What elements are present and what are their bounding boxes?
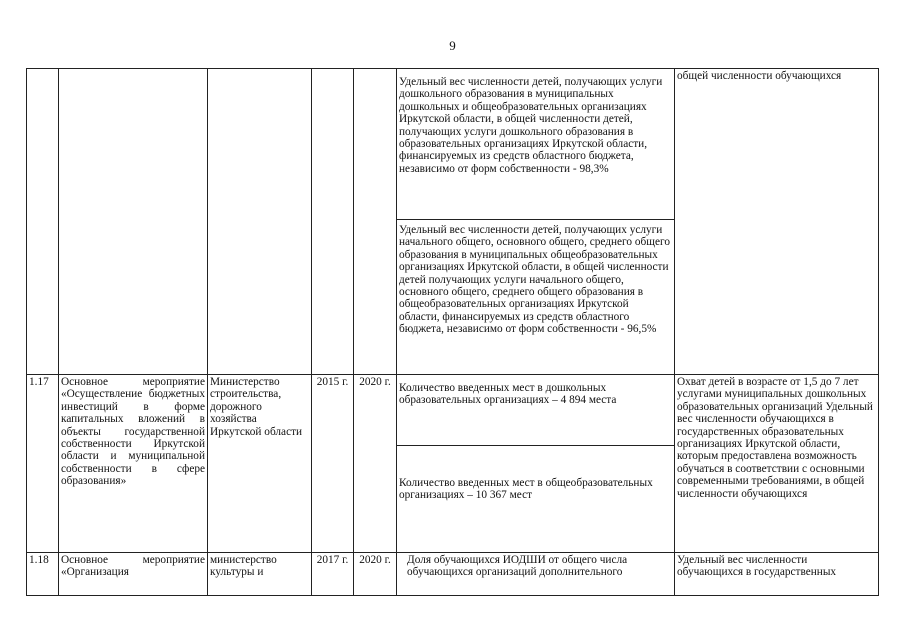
cell-end-year: 2020 г. bbox=[354, 375, 397, 553]
cell-executor-empty bbox=[208, 69, 312, 375]
cell-start-empty bbox=[312, 69, 354, 375]
cell-target: Охват детей в возрасте от 1,5 до 7 лет услугами муниципальных дошкольных образовательных организаций Удельный вес численности обучающихся в государственных образовательных организациях Иркутской области, которым предоставлена возможность обучаться в соответствии с основными современными требованиями, в общей численности обучающихся bbox=[675, 375, 879, 553]
cell-executor: министерство культуры и bbox=[208, 553, 312, 596]
program-table bbox=[26, 68, 879, 596]
cell-indicator: Доля обучающихся ИОДШИ от общего числа обучающихся организаций дополнительного bbox=[397, 553, 675, 596]
cell-measure: Основное мероприятие «Осуществление бюджетных инвестиций в форме капитальных вложений в объекты государственной собственности Иркутской области и муниципальной собственности в сфере образования» bbox=[59, 375, 208, 553]
table-row-continued bbox=[27, 69, 879, 220]
cell-end-year: 2020 г. bbox=[354, 553, 397, 596]
cell-executor: Министерство строительства, дорожного хозяйства Иркутской области bbox=[208, 375, 312, 553]
cell-target: Удельный вес численности обучающихся в государственных bbox=[675, 553, 879, 596]
cell-measure: Основное мероприятие «Организация bbox=[59, 553, 208, 596]
cell-indicator: Удельный вес численности детей, получающих услуги дошкольного образования в муниципальных дошкольных и общеобразовательных организациях Иркутской области, в общей численности детей, получающих услуги дошкольного образования в образовательных организациях Иркутской области, финансируемых из средств областного бюджета, независимо от форм собственности - 98,3% bbox=[397, 69, 675, 220]
page-number: 9 bbox=[449, 38, 456, 53]
cell-target: общей численности обучающихся bbox=[675, 69, 879, 375]
cell-indicator: Количество введенных мест в дошкольных образовательных организациях – 4 894 места bbox=[397, 375, 675, 446]
table-row-1-18 bbox=[27, 553, 879, 596]
cell-start-year: 2015 г. bbox=[312, 375, 354, 553]
table-row-1-17 bbox=[27, 375, 879, 446]
cell-num: 1.18 bbox=[27, 553, 59, 596]
cell-measure-empty bbox=[59, 69, 208, 375]
cell-end-empty bbox=[354, 69, 397, 375]
cell-indicator: Количество введенных мест в общеобразовательных организациях – 10 367 мест bbox=[397, 446, 675, 553]
cell-indicator: Удельный вес численности детей, получающих услуги начального общего, основного общего, среднего общего образования в муниципальных общеобразовательных организациях Иркутской области, в общей численности детей получающих услуги начального общего, основного общего, среднего общего образования в общеобразовательных организациях Иркутской области, финансируемых из средств областного бюджета, независимо от форм собственности - 96,5% bbox=[397, 220, 675, 375]
cell-num: 1.17 bbox=[27, 375, 59, 553]
cell-start-year: 2017 г. bbox=[312, 553, 354, 596]
cell-num-empty bbox=[27, 69, 59, 375]
